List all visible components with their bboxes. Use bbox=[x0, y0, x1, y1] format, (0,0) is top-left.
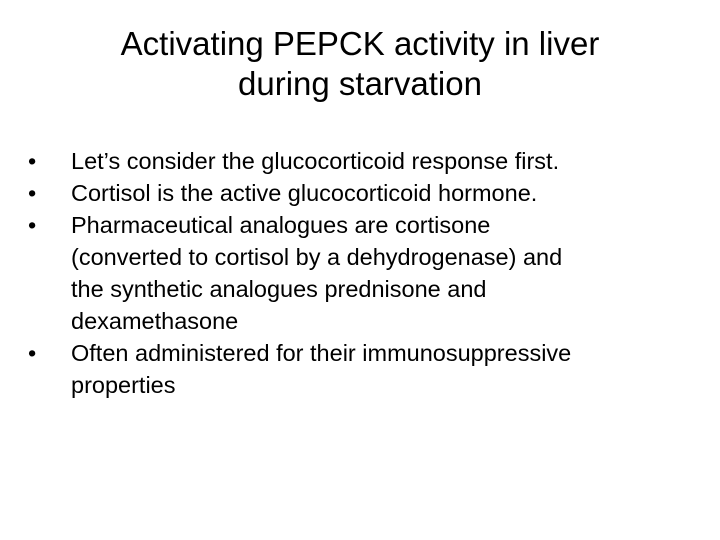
bullet-text: Cortisol is the active glucocorticoid hormone. bbox=[71, 180, 538, 206]
bullet-marker: • bbox=[28, 148, 37, 174]
bullet-marker: • bbox=[28, 180, 37, 206]
bullet-marker: • bbox=[28, 340, 37, 366]
bullet-text: Let’s consider the glucocorticoid response first. bbox=[71, 148, 560, 174]
bullet-marker: • bbox=[28, 212, 37, 238]
bullet-item bbox=[28, 209, 708, 337]
bullet-item bbox=[28, 145, 708, 177]
bullet-text: Pharmaceutical analogues are cortisone bbox=[71, 212, 491, 238]
bullet-list bbox=[28, 145, 708, 401]
title-line: during starvation bbox=[238, 65, 482, 102]
bullet-text: (converted to cortisol by a dehydrogenase) and bbox=[71, 244, 563, 270]
bullet-text: properties bbox=[71, 372, 176, 398]
bullet-item bbox=[28, 177, 708, 209]
bullet-text: the synthetic analogues prednisone and bbox=[71, 276, 487, 302]
bullet-text: dexamethasone bbox=[71, 308, 239, 334]
bullet-text: Often administered for their immunosuppressive bbox=[71, 340, 572, 366]
slide-title bbox=[40, 24, 680, 104]
title-line: Activating PEPCK activity in liver bbox=[120, 25, 600, 62]
bullet-item bbox=[28, 337, 708, 401]
